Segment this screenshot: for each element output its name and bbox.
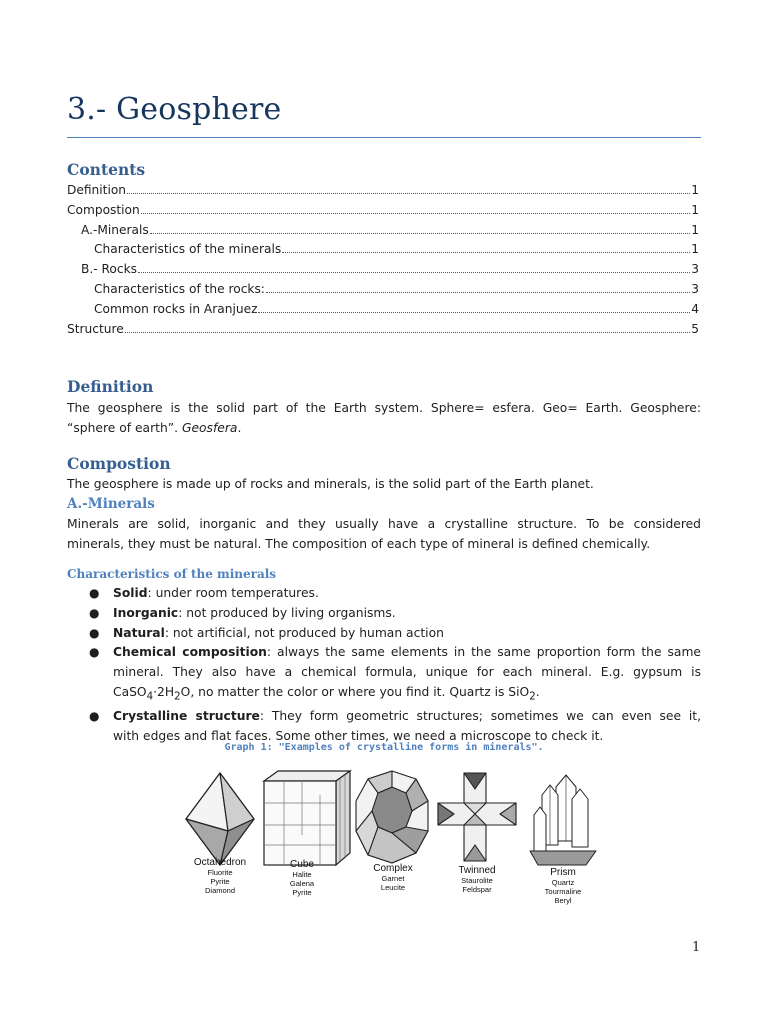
list-item: ● Solid: under room temperatures. [89,586,319,600]
toc-entry-rocks[interactable]: B.- Rocks 3 [81,262,699,277]
list-item: ● Crystalline structure: They form geometric structures; sometimes we can even see it, with edges and flat faces. Some other times, we need a microscope to check it. [89,709,701,744]
minerals-heading: A.-Minerals [67,496,155,512]
graph-caption: Graph 1: "Examples of crystalline forms in minerals". [224,742,544,753]
toc-entry-definition[interactable]: Definition 1 [67,183,699,197]
toc-entry-minerals[interactable]: A.-Minerals 1 [81,222,699,237]
cube-label: Cube Halite Galena Pyrite [289,859,315,897]
list-item: ● Chemical composition: always the same elements in the same proportion form the same mineral. They also have a chemical formula, unique for each mineral. E.g. gypsum is $CaSO_4\cdot 2H_2O$, no matter the color or where you find it. Quartz is SiO$_2$. [89,645,701,703]
toc-entry-characteristics-rocks[interactable]: Characteristics of the rocks: 3 [94,281,699,296]
list-item: ● Natural: not artificial, not produced by human action [89,625,444,640]
definition-paragraph: The geosphere is the solid part of the Earth system. Sphere= esfera. Geo= Earth. Geosphere: “sphere of earth”. Geosfera. [67,401,701,435]
complex-drawing [356,771,428,863]
characteristics-heading: Characteristics of the minerals [67,567,277,581]
toc-entry-common-rocks[interactable]: Common rocks in Aranjuez 4 [94,301,699,316]
twinned-label: Twinned Staurolite Feldspar [458,865,496,894]
cube-drawing [264,771,350,865]
contents-heading: Contents [67,160,146,179]
crystal-forms-figure [180,765,600,915]
characteristics-list [67,584,701,747]
page-title: 3.- Geosphere [67,92,282,127]
minerals-paragraph: Minerals are solid, inorganic and they usually have a crystalline structure. To be considered minerals, they must be natural. The composition of each type of mineral is defined chemically. [67,517,701,551]
twinned-drawing [438,773,516,861]
definition-term: Geosfera [181,421,238,435]
toc-entry-structure[interactable]: Structure 5 [67,321,699,336]
table-of-contents [67,183,699,341]
complex-label: Complex Garnet Leucite [373,863,413,892]
toc-entry-characteristics-minerals[interactable]: Characteristics of the minerals 1 [94,242,699,257]
octahedron-drawing [186,773,254,865]
list-item: ● Inorganic: not produced by living organisms. [89,605,396,620]
toc-entry-compostion[interactable]: Compostion 1 [67,202,699,217]
composition-paragraph: The geosphere is made up of rocks and minerals, is the solid part of the Earth planet. [67,477,594,491]
prism-label: Prism Quartz Tourmaline Beryl [544,867,582,905]
composition-heading: Compostion [67,454,171,473]
octahedron-label: Octahedron Fluorite Pyrite Diamond [193,857,247,895]
title-underline [67,137,701,138]
page-number: 1 [692,940,701,955]
prism-drawing [530,775,596,865]
definition-heading: Definition [67,377,154,396]
